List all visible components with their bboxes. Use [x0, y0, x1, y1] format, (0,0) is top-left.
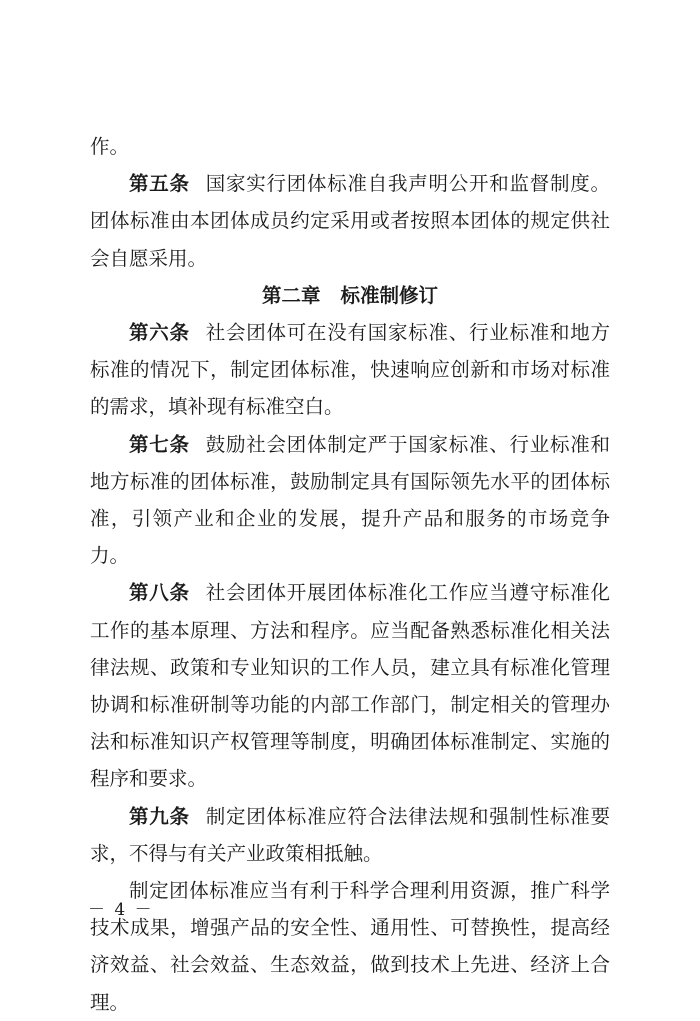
document-body: [90, 128, 610, 1021]
chapter-title: 标准制修订: [340, 283, 439, 307]
article-9-label: 第九条: [129, 804, 190, 828]
article-7: [90, 426, 610, 575]
article-5: [90, 165, 610, 277]
article-6-text: 社会团体可在没有国家标准、行业标准和地方标准的情况下，制定团体标准，快速响应创新和市场对标准的需求，填补现有标准空白。: [90, 321, 610, 419]
article-7-text: 鼓励社会团体制定严于国家标准、行业标准和地方标准的团体标准，鼓励制定具有国际领先水平的团体标准，引领产业和企业的发展，提升产品和服务的市场竞争力。: [90, 432, 610, 568]
article-5-label: 第五条: [129, 172, 190, 196]
article-9-text: 制定团体标准应符合法律法规和强制性标准要求，不得与有关产业政策相抵触。: [90, 804, 610, 865]
article-6: [90, 314, 610, 426]
article-5-text: 国家实行团体标准自我声明公开和监督制度。团体标准由本团体成员约定采用或者按照本团体的规定供社会自愿采用。: [90, 172, 610, 270]
chapter-heading: [90, 277, 610, 314]
page-number: － 4 －: [88, 900, 154, 920]
continuation-text: 作。: [90, 135, 130, 158]
article-9: [90, 798, 610, 872]
article-8-text: 社会团体开展团体标准化工作应当遵守标准化工作的基本原理、方法和程序。应当配备熟悉标准化相关法律法规、政策和专业知识的工作人员，建立具有标准化管理协调和标准研制等功能的内部工作部门，制定相关的管理办法和标准知识产权管理等制度，明确团体标准制定、实施的程序和要求。: [90, 581, 610, 791]
article-9-paragraph-2: 制定团体标准应当有利于科学合理利用资源，推广科学技术成果，增强产品的安全性、通用性、可替换性，提高经济效益、社会效益、生态效益，做到技术上先进、经济上合理。: [90, 879, 610, 1014]
article-8: [90, 574, 610, 797]
article-6-label: 第六条: [129, 321, 190, 345]
chapter-number: 第二章: [261, 283, 321, 307]
article-8-label: 第八条: [129, 581, 190, 605]
article-7-label: 第七条: [129, 432, 190, 456]
